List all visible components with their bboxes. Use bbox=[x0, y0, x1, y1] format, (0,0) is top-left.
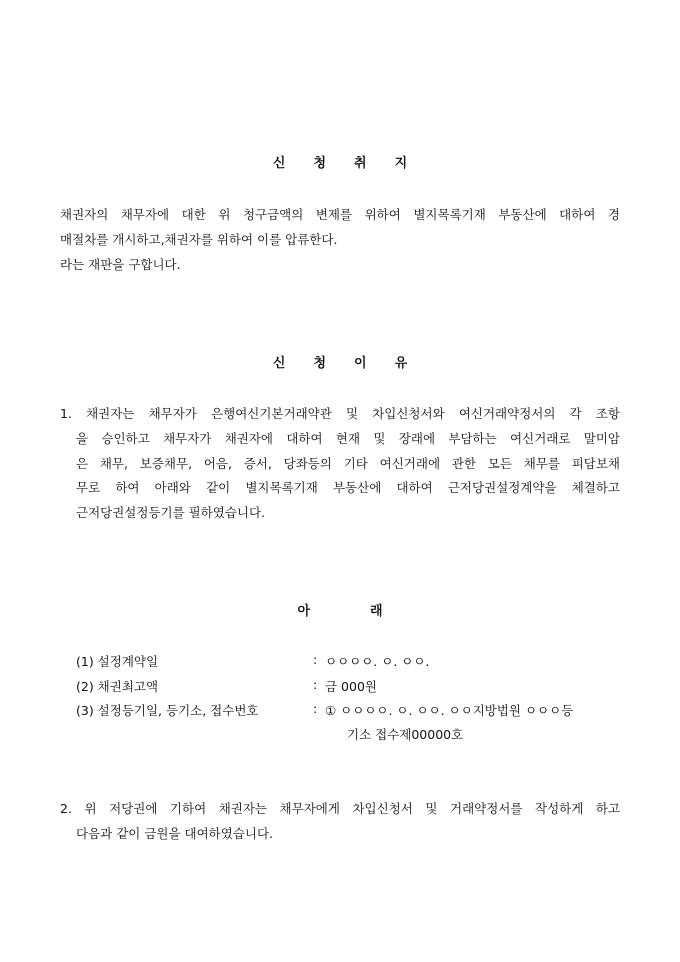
reason-item1-line: 1. 채권자는 채무자가 은행여신기본거래약관 및 차입신청서와 여신거래약정서의 각 조항 bbox=[60, 406, 620, 421]
item2-line: 다음과 같이 금원을 대여하였습니다. bbox=[76, 826, 274, 841]
below-heading: 아 래 bbox=[297, 604, 383, 619]
colon: : bbox=[313, 677, 318, 692]
reason-item1-line: 을 승인하고 채무자가 채권자에 대하여 현재 및 장래에 부담하는 여신거래로 말미암 bbox=[76, 431, 620, 446]
contract-date-label: (1) 설정계약일 bbox=[76, 654, 159, 669]
registration-value: ① ㅇㅇㅇㅇ. ㅇ. ㅇㅇ. ㅇㅇ지방법원 ㅇㅇㅇ등 bbox=[325, 703, 574, 718]
colon: : bbox=[313, 652, 318, 667]
registration-value-cont: 기소 접수제00000호 bbox=[347, 727, 464, 742]
reason-heading: 신 청 이 유 bbox=[272, 356, 408, 371]
reason-item1-line: 은 채무, 보증채무, 어음, 증서, 당좌등의 기타 여신거래에 관한 모든 채무를 피담보채 bbox=[76, 456, 620, 471]
purpose-heading: 신 청 취 지 bbox=[272, 156, 408, 171]
item2-line: 2. 위 저당권에 기하여 채권자는 채무자에게 차입신청서 및 거래약정서를 작성하게 하고 bbox=[60, 801, 620, 816]
reason-item1-line: 근저당권설정등기를 필하였습니다. bbox=[76, 505, 266, 520]
purpose-line: 라는 재판을 구합니다. bbox=[60, 257, 181, 272]
registration-label: (3) 설정등기일, 등기소, 접수번호 bbox=[76, 703, 259, 718]
reason-item1-line: 무로 하여 아래와 같이 별지목록기재 부동산에 대하여 근저당권설정계약을 체결하고 bbox=[76, 480, 620, 495]
contract-date-value: ㅇㅇㅇㅇ. ㅇ. ㅇㅇ. bbox=[325, 654, 430, 669]
purpose-line: 매절차를 개시하고,채권자를 위하여 이를 압류한다. bbox=[60, 232, 338, 247]
max-claim-value: 금 000원 bbox=[325, 679, 377, 694]
max-claim-label: (2) 채권최고액 bbox=[76, 679, 159, 694]
colon: : bbox=[313, 701, 318, 716]
purpose-line: 채권자의 채무자에 대한 위 청구금액의 변제를 위하여 별지목록기재 부동산에 대하여 경 bbox=[60, 207, 620, 222]
